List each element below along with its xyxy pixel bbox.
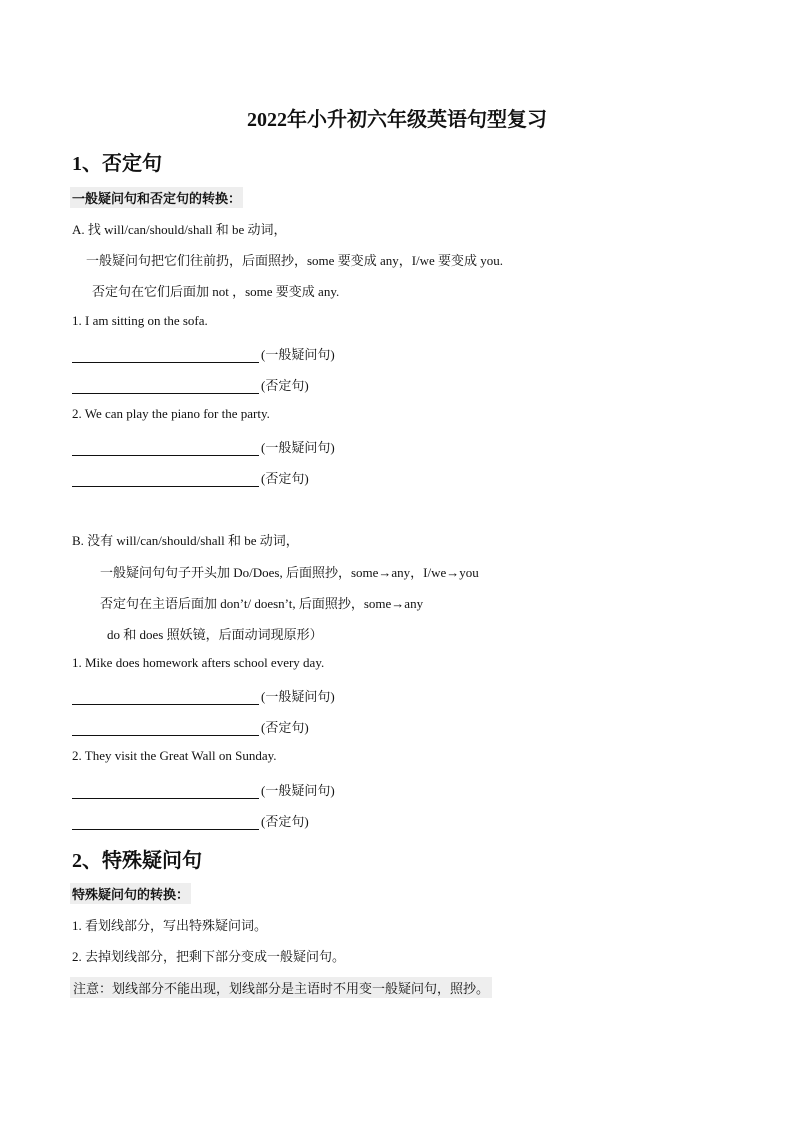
rule-b-line1: B. 没有 will/can/should/shall 和 be 动词， (72, 533, 299, 548)
section-heading-wh-question: 2、特殊疑问句 (72, 850, 202, 872)
answer-line[interactable] (72, 344, 335, 363)
answer-line[interactable] (72, 811, 309, 830)
answer-blank[interactable] (72, 786, 259, 799)
exercise-b2-sentence: 2. They visit the Great Wall on Sunday. (72, 748, 277, 763)
answer-type-label: (否定句) (261, 814, 309, 829)
answer-blank[interactable] (72, 443, 259, 456)
answer-type-label: (一般疑问句) (261, 347, 335, 362)
note-text: 注意：划线部分不能出现，划线部分是主语时不用变一般疑问句，照抄。 (70, 977, 492, 998)
answer-type-label: (一般疑问句) (261, 783, 335, 798)
exercise-a2-sentence: 2. We can play the piano for the party. (72, 406, 270, 421)
subheading-wh-conversion: 特殊疑问句的转换： (70, 883, 191, 904)
answer-type-label: (否定句) (261, 720, 309, 735)
answer-type-label: (否定句) (261, 471, 309, 486)
answer-type-label: (一般疑问句) (261, 440, 335, 455)
rule-a-line2: 一般疑问句把它们往前扔，后面照抄，some 要变成 any，I/we 要变成 you. (86, 253, 504, 268)
rule-a-line1: A. 找 will/can/should/shall 和 be 动词， (72, 222, 287, 237)
answer-blank[interactable] (72, 817, 259, 830)
answer-blank[interactable] (72, 692, 259, 705)
answer-type-label: (否定句) (261, 378, 309, 393)
answer-line[interactable] (72, 686, 335, 705)
answer-line[interactable] (72, 717, 309, 736)
page-title: 2022年小升初六年级英语句型复习 (247, 109, 547, 131)
answer-line[interactable] (72, 437, 335, 456)
answer-blank[interactable] (72, 474, 259, 487)
wh-step-2: 2. 去掉划线部分，把剩下部分变成一般疑问句。 (72, 949, 346, 964)
section-heading-negative: 1、否定句 (72, 153, 162, 175)
answer-blank[interactable] (72, 723, 259, 736)
rule-a-line3: 否定句在它们后面加 not ，some 要变成 any. (92, 284, 340, 299)
exercise-a1-sentence: 1. I am sitting on the sofa. (72, 313, 208, 328)
answer-blank[interactable] (72, 381, 259, 394)
answer-type-label: (一般疑问句) (261, 689, 335, 704)
answer-line[interactable] (72, 468, 309, 487)
rule-b-line3: 否定句在主语后面加 don’t/ doesn’t, 后面照抄，some→any (100, 596, 424, 611)
subheading-conversion: 一般疑问句和否定句的转换： (70, 187, 243, 208)
answer-line[interactable] (72, 375, 309, 394)
answer-line[interactable] (72, 780, 335, 799)
exercise-b1-sentence: 1. Mike does homework afters school every day. (72, 655, 325, 670)
rule-b-line4: do 和 does 照妖镜，后面动词现原形） (107, 627, 323, 642)
answer-blank[interactable] (72, 350, 259, 363)
rule-b-line2: 一般疑问句句子开头加 Do/Does, 后面照抄，some→any，I/we→you (100, 565, 479, 580)
wh-step-1: 1. 看划线部分，写出特殊疑问词。 (72, 918, 268, 933)
